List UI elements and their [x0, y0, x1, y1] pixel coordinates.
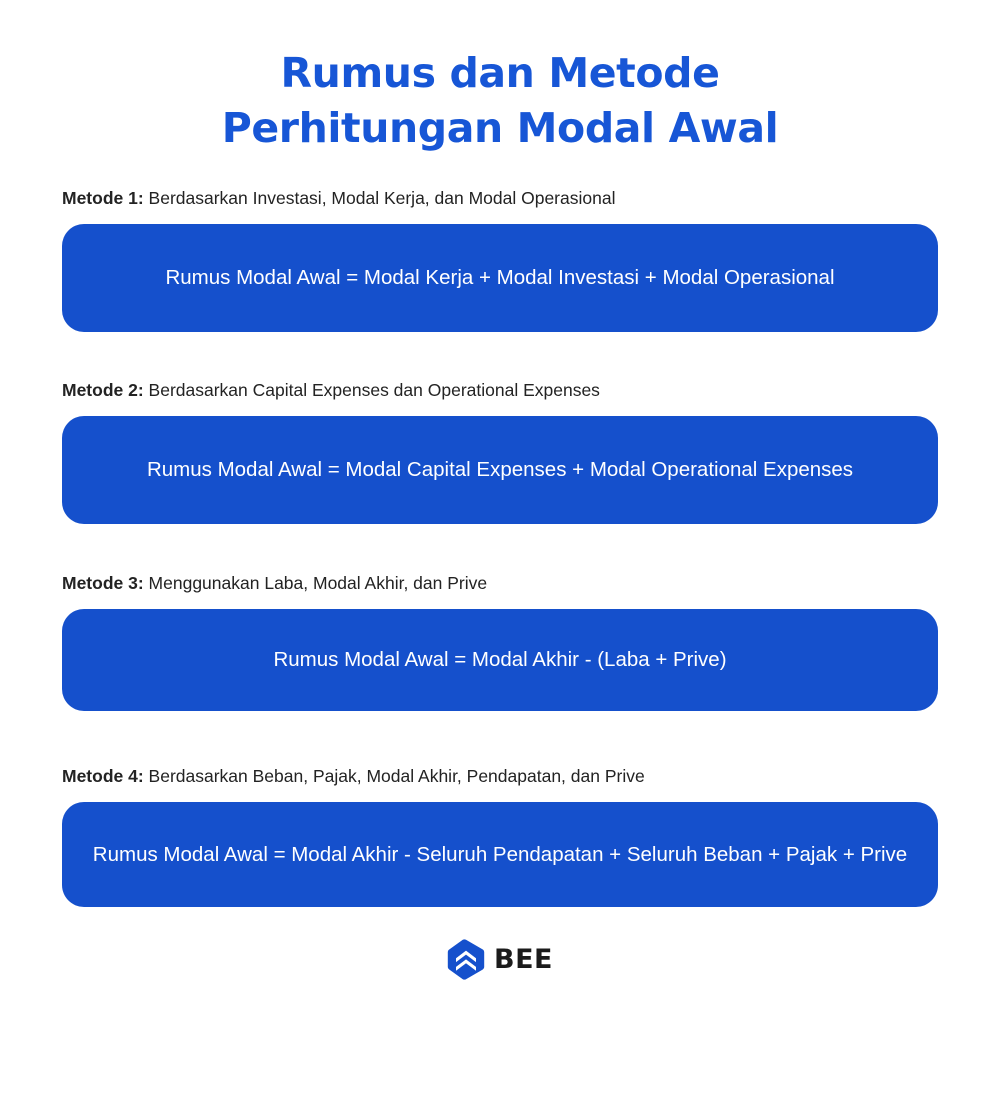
- method-label-2-strong: Metode 2:: [62, 380, 144, 400]
- formula-box-2: [62, 416, 938, 524]
- brand-wordmark: BEE: [494, 944, 553, 975]
- title-line-2: Perhitungan Modal Awal: [221, 104, 779, 152]
- title-line-1: Rumus dan Metode: [280, 49, 720, 97]
- method-label-3: [62, 571, 938, 595]
- method-label-1: [62, 186, 938, 210]
- method-group-1: [62, 186, 938, 332]
- formula-text-3: Rumus Modal Awal = Modal Akhir - (Laba + Prive): [273, 648, 727, 671]
- method-label-2-rest: Berdasarkan Capital Expenses dan Operational Expenses: [143, 380, 600, 400]
- method-label-3-strong: Metode 3:: [62, 573, 144, 593]
- method-group-3: [62, 571, 938, 711]
- method-label-2: [62, 378, 938, 402]
- formula-box-4: [62, 802, 938, 907]
- formula-text-2: Rumus Modal Awal = Modal Capital Expenses + Modal Operational Expenses: [146, 458, 854, 481]
- method-label-4-strong: Metode 4:: [62, 766, 144, 786]
- bee-hexagon-chevron-logo-icon: [447, 939, 485, 980]
- methods-list: [62, 156, 938, 980]
- method-label-4-rest: Berdasarkan Beban, Pajak, Modal Akhir, Pendapatan, dan Prive: [143, 766, 645, 786]
- formula-box-3: [62, 609, 938, 711]
- formula-box-1: [62, 224, 938, 332]
- formula-text-4: Rumus Modal Awal = Modal Akhir - Seluruh Pendapatan + Seluruh Beban + Pajak + Prive: [92, 842, 908, 866]
- method-label-1-strong: Metode 1:: [62, 188, 144, 208]
- formula-text-1: Rumus Modal Awal = Modal Kerja + Modal Investasi + Modal Operasional: [165, 266, 835, 289]
- method-label-4: [62, 764, 938, 788]
- method-group-2: [62, 378, 938, 524]
- method-label-3-rest: Menggunakan Laba, Modal Akhir, dan Prive: [143, 573, 488, 593]
- method-label-1-rest: Berdasarkan Investasi, Modal Kerja, dan Modal Operasional: [143, 188, 616, 208]
- page-title: [0, 0, 1000, 156]
- method-group-4: [62, 764, 938, 907]
- footer-brand: [62, 939, 938, 980]
